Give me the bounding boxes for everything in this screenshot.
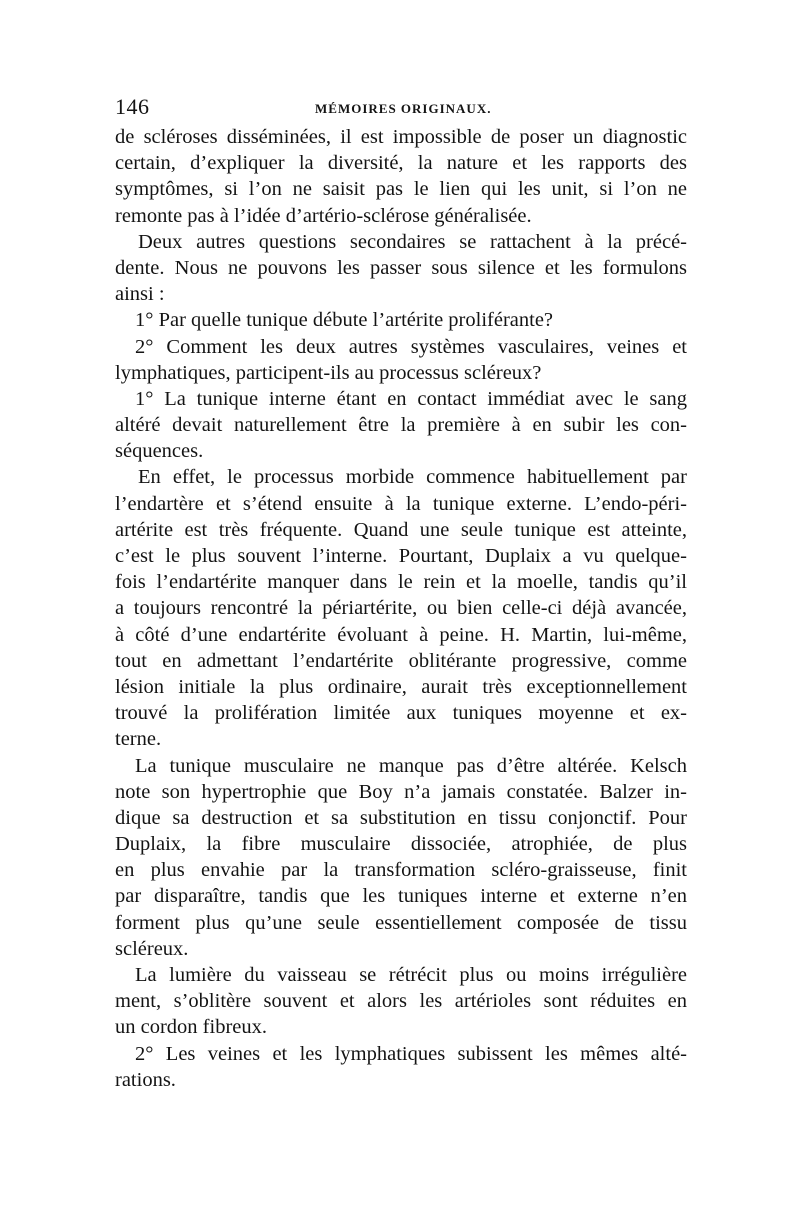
text-line: certain, d’expliquer la diversité, la nature et les rapports des	[115, 152, 687, 175]
text-line: 2° Comment les deux autres systèmes vasculaires, veines et	[135, 335, 687, 358]
text-line: scléreux.	[115, 937, 189, 960]
text-line: de scléroses disséminées, il est impossible de poser un diagnostic	[115, 126, 687, 148]
text-line: En effet, le processus morbide commence habituellement par	[138, 466, 687, 489]
text-line: 1° Par quelle tunique débute l’artérite proliférante?	[135, 309, 554, 332]
text-line: La tunique musculaire ne manque pas d’être altérée. Kelsch	[135, 754, 687, 777]
text-line: c’est le plus souvent l’interne. Pourtant, Duplaix a vu quelque-	[115, 545, 687, 567]
text-line: en plus envahie par la transformation scléro-graisseuse, finit	[115, 859, 687, 882]
running-head: MÉMOIRES ORIGINAUX.	[315, 101, 492, 116]
text-line: fois l’endartérite manquer dans le rein et la moelle, tandis qu’il	[115, 571, 687, 594]
text-line: note son hypertrophie que Boy n’a jamais constatée. Balzer in-	[115, 780, 687, 803]
text-line: ainsi :	[115, 283, 165, 306]
text-line: artérite est très fréquente. Quand une seule tunique est atteinte,	[115, 518, 687, 541]
text-line: trouvé la prolifération limitée aux tuniques moyenne et ex-	[115, 702, 687, 725]
text-line: a toujours rencontré la périartérite, ou bien celle-ci déjà avancée,	[115, 597, 687, 620]
text-line: tout en admettant l’endartérite oblitérante progressive, comme	[115, 649, 687, 672]
text-line: l’endartère et s’étend ensuite à la tunique externe. L’endo-péri-	[115, 492, 687, 515]
text-line: 1° La tunique interne étant en contact immédiat avec le sang	[135, 387, 687, 410]
text-line: Deux autres questions secondaires se rattachent à la précé-	[138, 230, 687, 253]
text-line: rations.	[115, 1068, 176, 1091]
text-line: par disparaître, tandis que les tuniques interne et externe n’en	[115, 885, 687, 908]
text-line: terne.	[115, 728, 162, 751]
text-line: un cordon fibreux.	[115, 1016, 267, 1039]
text-line: lésion initiale la plus ordinaire, aurait très exceptionnellement	[115, 675, 687, 698]
text-line: séquences.	[115, 440, 204, 463]
text-line: remonte pas à l’idée d’artério-sclérose généralisée.	[115, 204, 532, 227]
page-number: 146	[115, 94, 150, 119]
text-line: Duplaix, la fibre musculaire dissociée, atrophiée, de plus	[115, 833, 687, 856]
text-line: La lumière du vaisseau se rétrécit plus ou moins irrégulière	[135, 964, 687, 986]
text-line: à côté d’une endartérite évoluant à peine. H. Martin, lui-même,	[115, 623, 687, 646]
book-page	[115, 94, 687, 1093]
text-line: forment plus qu’une seule essentiellement composée de tissu	[115, 911, 687, 934]
text-line: altéré devait naturellement être la première à en subir les con-	[115, 414, 687, 437]
text-line: symptômes, si l’on ne saisit pas le lien qui les unit, si l’on ne	[115, 178, 687, 201]
text-line: lymphatiques, participent-ils au processus scléreux?	[115, 361, 542, 384]
text-line: dique sa destruction et sa substitution en tissu conjonctif. Pour	[115, 806, 687, 829]
body-text	[115, 124, 687, 1093]
text-line: 2° Les veines et les lymphatiques subissent les mêmes alté-	[135, 1042, 687, 1065]
text-line: dente. Nous ne pouvons les passer sous silence et les formulons	[115, 256, 687, 279]
text-line: ment, s’oblitère souvent et alors les artérioles sont réduites en	[115, 990, 687, 1013]
page-header	[115, 94, 687, 124]
